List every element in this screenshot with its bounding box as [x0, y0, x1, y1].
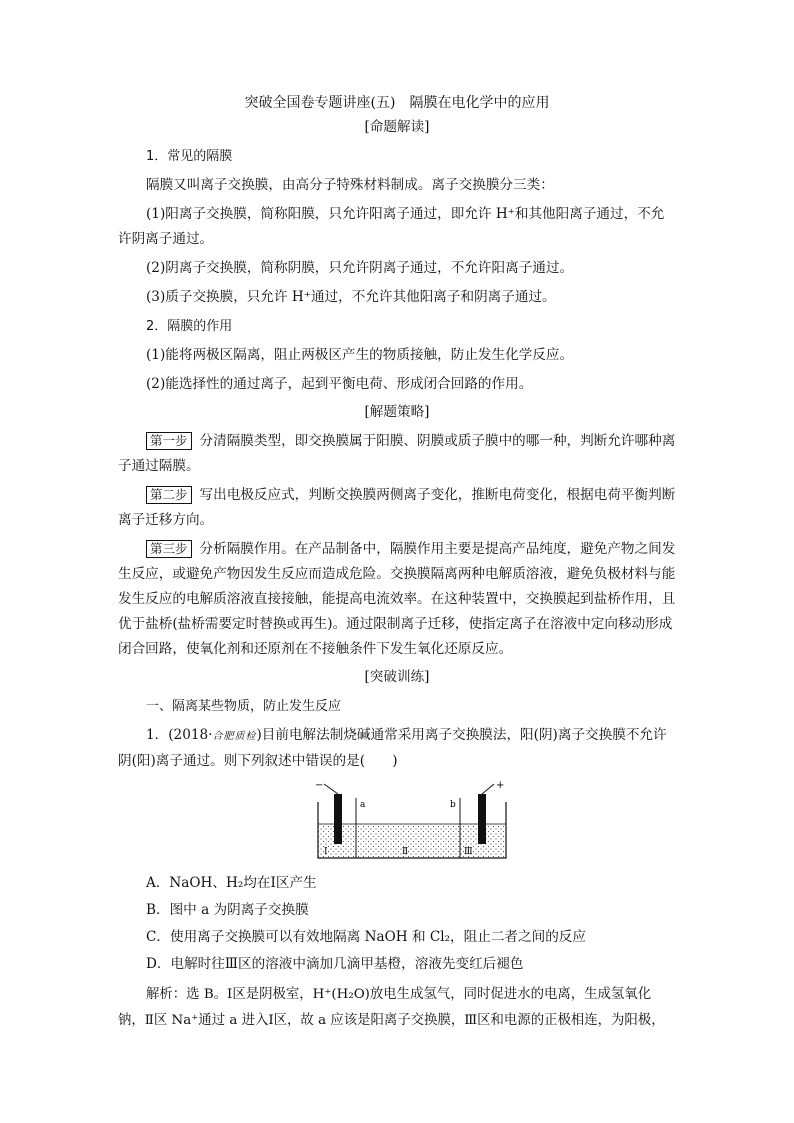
label-a: a: [360, 800, 366, 810]
cathode-electrode: [334, 794, 342, 844]
minus-sign: −: [315, 780, 324, 791]
paragraph-function-2: (2)能选择性的通过离子，起到平衡电荷、形成闭合回路的作用。: [146, 376, 533, 392]
step-3: [118, 537, 676, 662]
label-b: b: [450, 800, 456, 810]
zone-2-label: Ⅱ: [402, 847, 409, 857]
section-heading-jieti: [解题策略]: [364, 404, 430, 420]
paragraph-function-1: (1)能将两极区隔离，阻止两极区产生的物质接触，防止发生化学反应。: [146, 347, 574, 363]
step-1: [118, 429, 676, 479]
step-2-text: 写出电极反应式，判断交换膜两侧离子变化，推断电荷变化，根据电荷平衡判断离子迁移方向。: [118, 487, 676, 528]
step-2: [118, 483, 676, 533]
analysis-paragraph: 解析：选 B。Ⅰ区是阴极室，H⁺(H₂O)放电生成氢气，同时促进水的电离，生成氢氧化钠，Ⅱ区 Na⁺通过 a 进入Ⅰ区，故 a 应该是阳离子交换膜，Ⅲ区和电源的正极相连，为阳极，: [118, 987, 665, 1028]
section-heading-tupo: [突破训练]: [364, 669, 430, 685]
anode-wire: [482, 784, 494, 794]
page-title: 突破全国卷专题讲座(五) 隔膜在电化学中的应用: [244, 95, 550, 111]
step-1-label: 第一步: [146, 432, 192, 450]
step-2-label: 第二步: [146, 486, 192, 504]
paragraph-proton-membrane: (3)质子交换膜，只允许 H⁺通过，不允许其他阳离子和阴离子通过。: [146, 289, 556, 305]
question-1-source: 合肥质检: [212, 731, 257, 742]
step-1-text: 分清隔膜类型，即交换膜属于阳膜、阴膜或质子膜中的哪一种，判断允许哪种离子通过隔膜。: [118, 433, 676, 474]
plus-sign: +: [496, 780, 505, 791]
paragraph-cation-membrane: (1)阳离子交换膜，简称阳膜，只允许阳离子通过，即允许 H⁺和其他阳离子通过，不允许阴离子通过。: [118, 206, 665, 247]
electrolyte-solution: [318, 824, 506, 858]
cathode-wire: [324, 784, 338, 794]
question-1-text: )目前电解法制烧碱通常采用离子交换膜法，阳(阴)离子交换膜不允许阴(阳)离子通过。则下列叙述中错误的是( ): [118, 727, 667, 769]
paragraph-anion-membrane: (2)阴离子交换膜，简称阴膜，只允许阴离子通过，不允许阳离子通过。: [146, 260, 574, 276]
question-1: [118, 723, 676, 774]
step-3-text: 分析隔膜作用。在产品制备中，隔膜作用主要是提高产品纯度，避免产物之间发生反应，或避免产物因发生反应而造成危险。交换膜隔离两种电解质溶液，避免负极材料与能发生反应的电解质溶液直接接触，能提高电流效率。在这种装置中，交换膜起到盐桥作用，且优于盐桥(盐桥需要定时替换或再生)。通过限制离子迁移，使指定离子在溶液中定向移动形成闭合回路，使氧化剂和还原剂在不接触条件下发生氧化还原反应。: [118, 541, 676, 657]
paragraph-intro: 隔膜又叫离子交换膜，由高分子特殊材料制成。离子交换膜分三类：: [146, 177, 554, 193]
heading-isolation: 一、隔离某些物质，防止发生反应: [146, 699, 342, 714]
electrolysis-diagram: [118, 780, 676, 864]
electrolysis-cell-svg: [312, 780, 512, 862]
heading-common-membranes: 1．常见的隔膜: [146, 149, 233, 164]
option-b: B．图中 a 为阴离子交换膜: [146, 902, 309, 918]
option-c: C．使用离子交换膜可以有效地隔离 NaOH 和 Cl₂，阻止二者之间的反应: [146, 929, 586, 945]
question-1-prefix: 1．(2018·: [146, 727, 213, 743]
zone-3-label: Ⅲ: [464, 847, 473, 857]
step-3-label: 第三步: [146, 540, 192, 558]
document-page: [118, 92, 676, 1034]
section-heading-mingti: [命题解读]: [364, 119, 430, 135]
heading-membrane-function: 2．隔膜的作用: [146, 319, 233, 334]
zone-1-label: Ⅰ: [324, 847, 328, 857]
anode-electrode: [478, 794, 486, 844]
option-d: D．电解时往Ⅲ区的溶液中滴加几滴甲基橙，溶液先变红后褪色: [146, 956, 524, 972]
option-a: A．NaOH、H₂均在Ⅰ区产生: [146, 875, 317, 891]
